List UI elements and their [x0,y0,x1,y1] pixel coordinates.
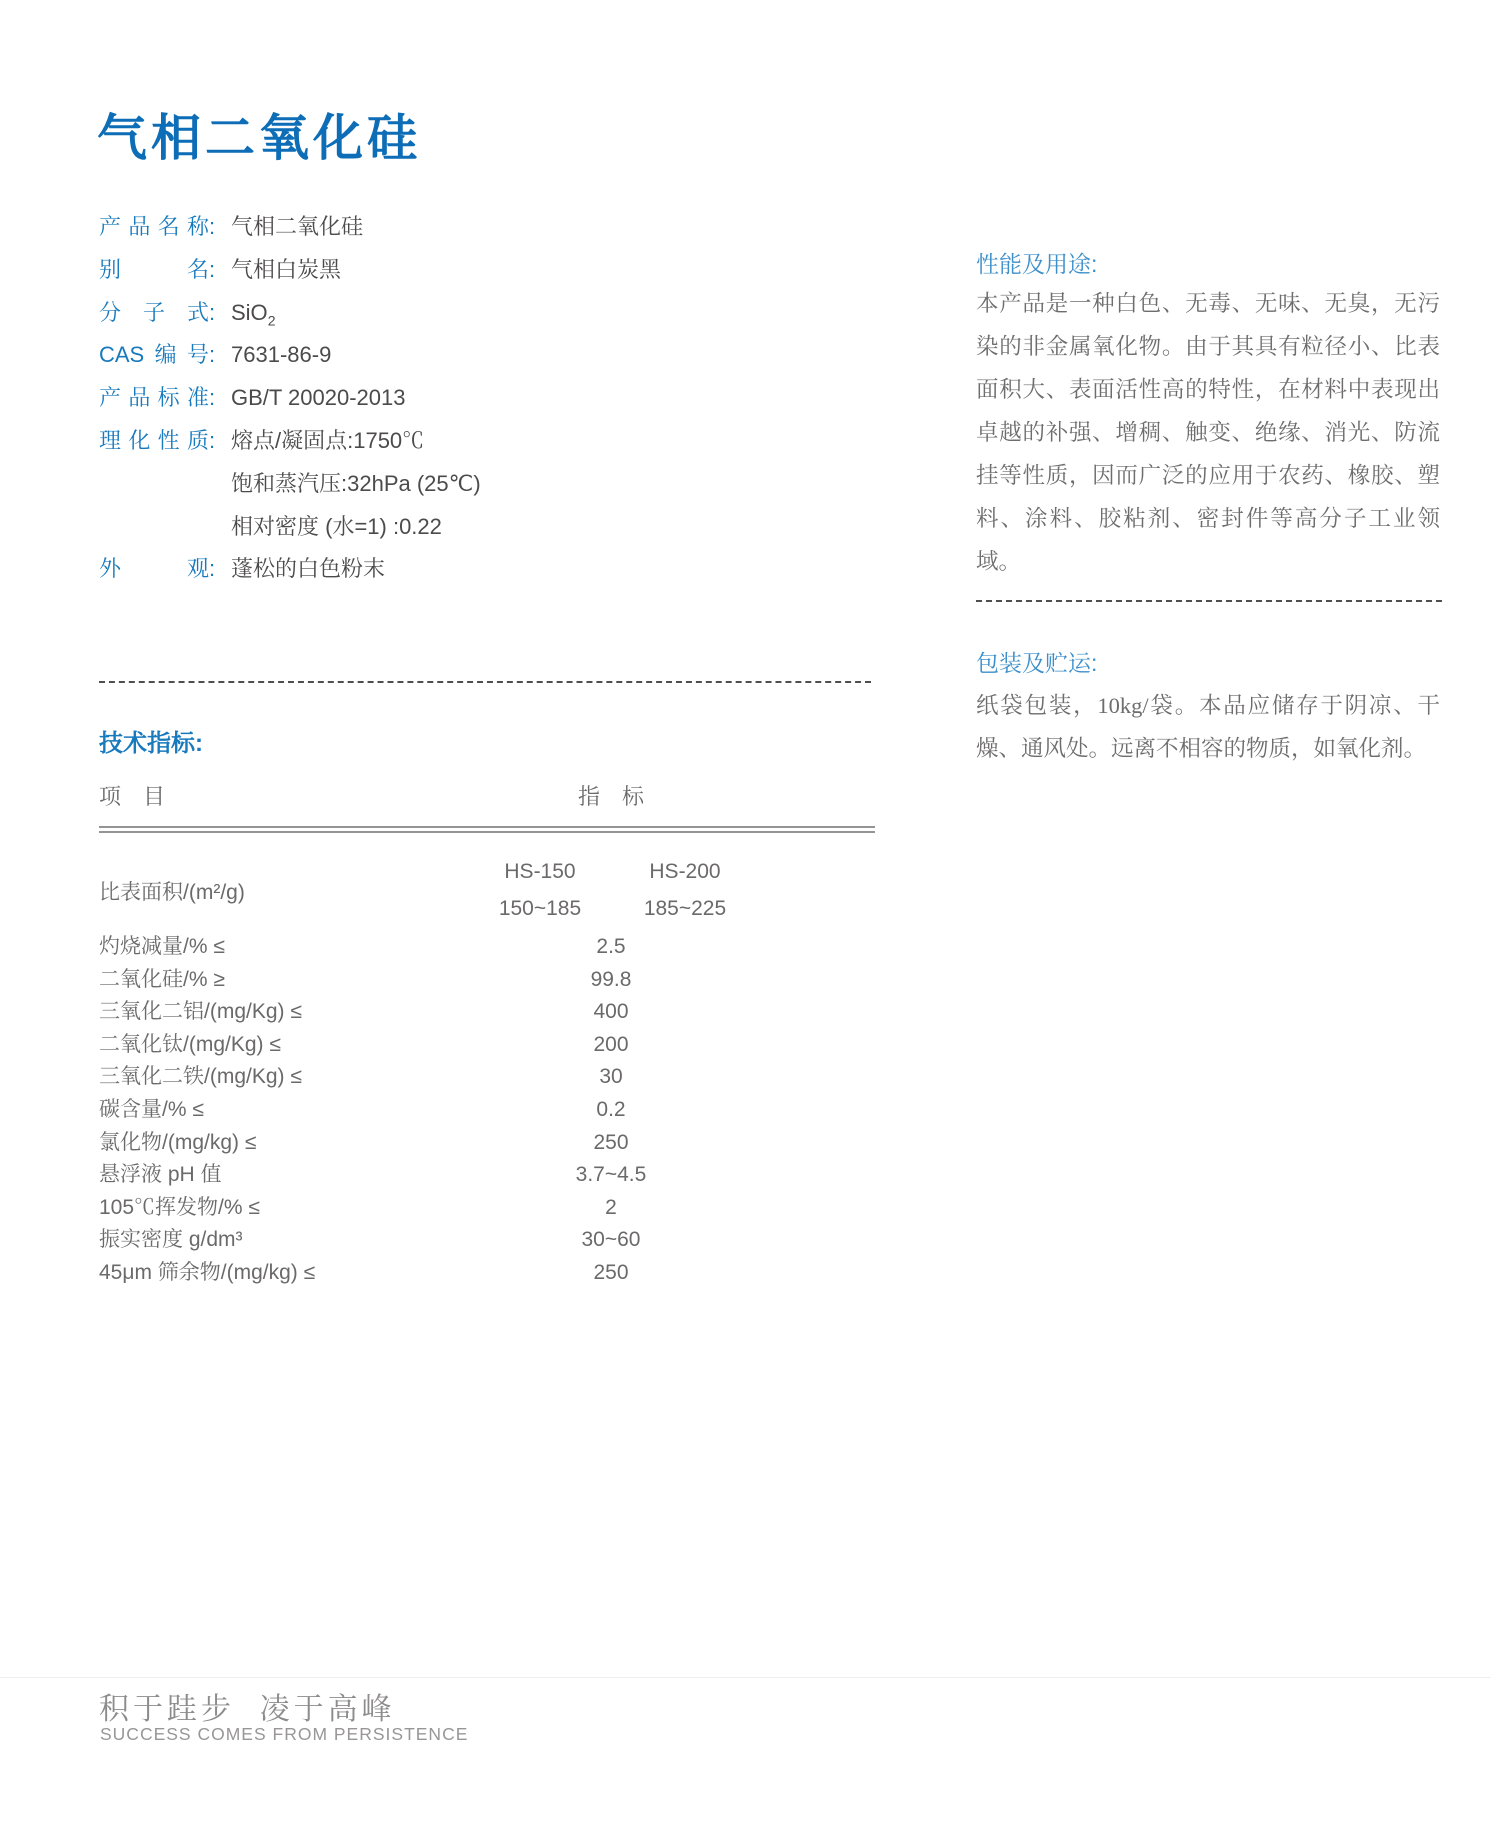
spec-table-header [99,782,875,826]
table-row [99,964,875,997]
row-label: 二氧化钛/(mg/Kg) ≤ [99,1032,281,1056]
field-value: 蓬松的白色粉末 [231,556,386,582]
table-row-surface-area [99,851,875,931]
column-header-value: 指 标 [577,784,644,809]
table-row [99,931,875,964]
table-row [99,1127,875,1160]
table-row [99,1094,875,1127]
column-header-item: 项 目 [99,784,166,809]
field-value: 相对密度 (水=1) :0.22 [231,513,442,539]
field-value: GB/T 20020-2013 [231,385,406,411]
product-field-row [99,292,819,335]
table-rows [99,931,875,1290]
field-value-subscript: 2 [267,311,276,328]
row-label: 悬浮液 pH 值 [99,1163,222,1187]
usage-body: 本产品是一种白色、无毒、无味、无臭，无污染的非金属氧化物。由于其具有粒径小、比表面积大、表面活性高的特性，在材料中表现出卓越的补强、增稠、触变、绝缘、消光、防流挂等性质，因而广泛的应用于农药、橡胶、塑料、涂料、胶粘剂、密封件等高分子工业领域。 [976,291,1440,574]
product-field-row [99,249,819,292]
product-field-row [99,463,819,506]
row-label: 比表面积/(m²/g) [99,881,245,904]
table-row [99,1159,875,1192]
product-info-list [99,206,819,591]
packing-body: 纸袋包装，10kg/袋。本品应储存于阴凉、干燥、通风处。远离不相容的物质，如氧化剂。 [976,693,1440,761]
row-label: 三氧化二铝/(mg/Kg) ≤ [99,1000,302,1024]
field-colon: : [209,556,216,582]
table-row [99,1257,875,1290]
divider-dashed-right [976,600,1442,602]
field-colon: : [209,214,216,239]
grade-name: HS-200 [649,860,721,883]
packing-heading: 包装及贮运: [976,650,1098,676]
field-label: 理化性质 [99,427,209,453]
footer-slogan-cn: 积于跬步 凌于高峰 [99,1693,396,1726]
row-value: 2 [605,1195,617,1219]
row-label: 二氧化硅/% ≥ [99,967,225,991]
row-label: 碳含量/% ≤ [99,1097,204,1121]
table-row [99,1224,875,1257]
product-field-row [99,506,819,549]
row-value: 250 [593,1130,629,1154]
tech-specs-heading: 技术指标: [99,730,203,757]
field-value: 熔点/凝固点:1750℃ [231,427,425,453]
grade-range: 185~225 [643,897,727,920]
grade-column-hs200 [585,853,785,927]
spec-table [99,782,875,1290]
field-label: 产品标准 [99,385,209,411]
row-value: 2.5 [596,935,626,958]
row-value: 200 [593,1032,629,1056]
row-label: 45μm 筛余物/(mg/kg) ≤ [99,1260,316,1284]
footer-divider [0,1677,1491,1678]
table-row [99,1029,875,1062]
table-header-rule [99,826,875,833]
row-label: 氯化物/(mg/kg) ≤ [99,1130,257,1154]
product-field-row [99,548,819,591]
page-title: 气相二氧化硅 [97,110,421,166]
row-label: 振实密度 g/dm³ [99,1228,243,1252]
product-field-row [99,206,819,249]
field-label: 别名 [99,256,209,282]
row-value: 400 [593,1000,629,1024]
field-label: 外观 [99,556,209,582]
row-value: 99.8 [590,967,632,991]
field-colon: : [209,385,216,411]
table-row [99,996,875,1029]
field-label: CAS编号 [99,342,209,368]
grade-range: 150~185 [498,897,582,920]
field-value-main: SiO [231,299,268,325]
field-value: 7631-86-9 [231,342,332,368]
row-label: 105℃挥发物/% ≤ [99,1195,260,1219]
row-value: 30~60 [581,1228,641,1252]
field-colon: : [209,256,216,282]
grade-name: HS-150 [504,860,576,883]
field-value: 气相白炭黑 [231,256,342,282]
product-field-row [99,377,819,420]
row-value: 250 [593,1260,629,1284]
row-value: 3.7~4.5 [575,1163,647,1187]
field-label: 分子式 [99,299,209,325]
row-label: 灼烧减量/% ≤ [99,935,225,958]
table-row [99,1192,875,1225]
field-colon: : [209,427,216,453]
product-field-row [99,334,819,377]
row-label: 三氧化二铁/(mg/Kg) ≤ [99,1065,302,1089]
field-value: 气相二氧化硅 [231,214,364,239]
field-value: 饱和蒸汽压:32hPa (25℃) [231,470,481,496]
row-value: 30 [599,1065,623,1089]
table-row [99,1061,875,1094]
usage-heading: 性能及用途: [976,251,1098,277]
product-field-row [99,420,819,463]
row-value: 0.2 [596,1097,626,1121]
field-colon: : [209,299,216,325]
divider-dashed-left [99,681,871,683]
footer-slogan-en: SUCCESS COMES FROM PERSISTENCE [100,1724,469,1744]
field-colon: : [209,342,216,368]
field-label: 产品名称 [99,214,209,239]
